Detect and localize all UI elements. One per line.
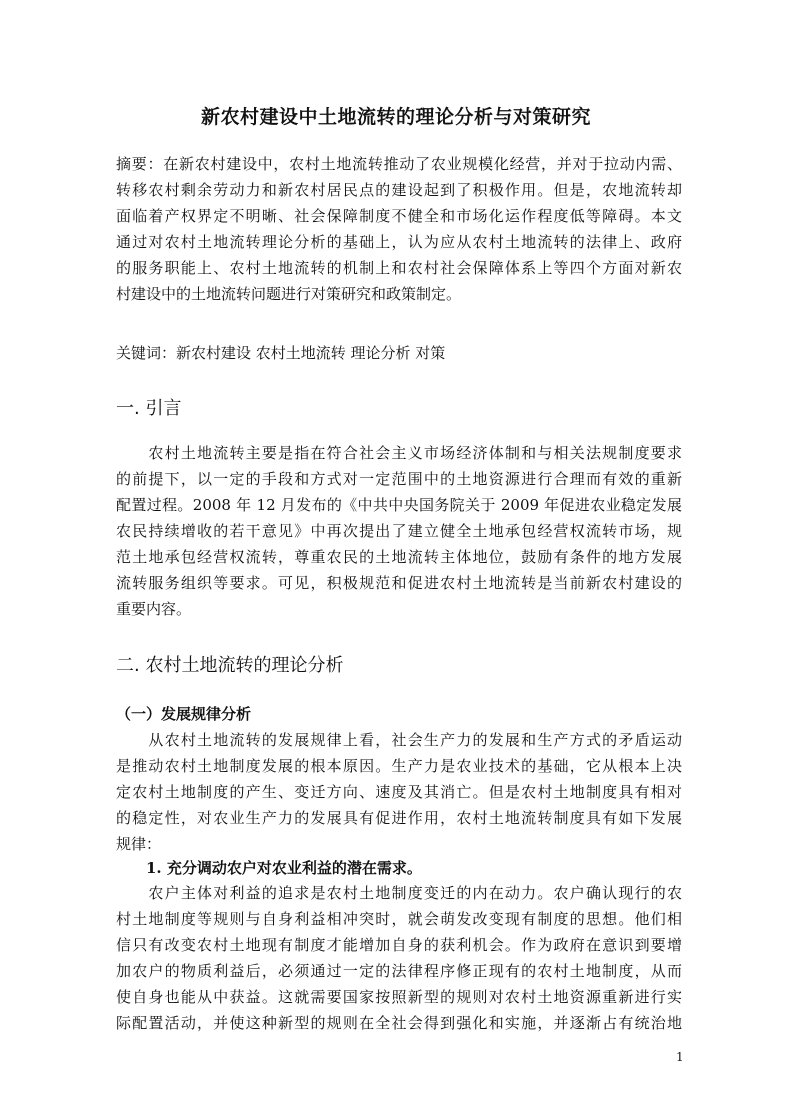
introduction-line: 的前提下，以一定的手段和方式对一定范围中的土地资源进行合理而有效的重新 bbox=[116, 470, 682, 488]
section-heading-introduction: 一. 引言 bbox=[116, 398, 182, 419]
introduction-line: 农民持续增收的若干意见》中再次提出了建立健全土地承包经营权流转市场，规 bbox=[116, 522, 682, 540]
point-paragraph bbox=[116, 880, 682, 1036]
point-line: 村土地制度等规则与自身利益相冲突时，就会萌发改变现有制度的思想。他们相 bbox=[116, 910, 682, 928]
point-line: 农户主体对利益的追求是农村土地制度变迁的内在动力。农户确认现行的农 bbox=[116, 884, 682, 902]
subsection-line: 从农村土地流转的发展规律上看，社会生产力的发展和生产方式的矛盾运动 bbox=[116, 731, 682, 749]
introduction-line: 配置过程。2008 年 12 月发布的《中共中央国务院关于 2009 年促进农业稳定发展 bbox=[116, 496, 682, 514]
abstract-line: 转移农村剩余劳动力和新农村居民点的建设起到了积极作用。但是，农地流转却 bbox=[116, 181, 682, 199]
subsection-line: 定农村土地制度的产生、变迁方向、速度及其消亡。但是农村土地制度具有相对 bbox=[116, 783, 682, 801]
subsection-heading: （一）发展规律分析 bbox=[116, 705, 252, 723]
keywords-text: 关键词：新农村建设 农村土地流转 理论分析 对策 bbox=[116, 344, 446, 362]
point-line: 信只有改变农村土地现有制度才能增加自身的获利机会。作为政府在意识到要增 bbox=[116, 936, 682, 954]
introduction-line: 农村土地流转主要是指在符合社会主义市场经济体制和与相关法规制度要求 bbox=[116, 444, 682, 462]
page-number: 1 bbox=[676, 1050, 684, 1064]
introduction-line: 重要内容。 bbox=[116, 600, 192, 618]
subsection-line: 是推动农村土地制度发展的根本原因。生产力是农业技术的基础，它从根本上决 bbox=[116, 757, 682, 775]
abstract-line: 面临着产权界定不明晰、社会保障制度不健全和市场化运作程度低等障碍。本文 bbox=[116, 207, 682, 225]
point-line: 加农户的物质利益后，必须通过一定的法律程序修正现有的农村土地制度，从而 bbox=[116, 962, 682, 980]
point-heading: 1. 充分调动农户对农业利益的潜在需求。 bbox=[146, 859, 422, 877]
introduction-line: 流转服务组织等要求。可见，积极规范和促进农村土地流转是当前新农村建设的 bbox=[116, 574, 682, 592]
keywords-line bbox=[116, 340, 682, 366]
abstract-paragraph bbox=[116, 151, 682, 307]
point-line: 际配置活动，并使这种新型的规则在全社会得到强化和实施，并逐渐占有统治地 bbox=[116, 1014, 682, 1032]
abstract-line: 摘要：在新农村建设中，农村土地流转推动了农业规模化经营，并对于拉动内需、 bbox=[116, 155, 682, 173]
abstract-line: 村建设中的土地流转问题进行对策研究和政策制定。 bbox=[116, 285, 462, 303]
subsection-line: 规律： bbox=[116, 835, 162, 853]
abstract-line: 通过对农村土地流转理论分析的基础上，认为应从农村土地流转的法律上、政府 bbox=[116, 233, 682, 251]
introduction-line: 范土地承包经营权流转，尊重农民的土地流转主体地位，鼓励有条件的地方发展 bbox=[116, 548, 682, 566]
subsection-paragraph bbox=[116, 727, 682, 857]
section-heading-theory: 二. 农村土地流转的理论分析 bbox=[116, 655, 344, 676]
abstract-line: 的服务职能上、农村土地流转的机制上和农村社会保障体系上等四个方面对新农 bbox=[116, 259, 682, 277]
point-line: 使自身也能从中获益。这就需要国家按照新型的规则对农村土地资源重新进行实 bbox=[116, 988, 682, 1006]
introduction-paragraph bbox=[116, 440, 682, 622]
subsection-line: 的稳定性，对农业生产力的发展具有促进作用，农村土地流转制度具有如下发展 bbox=[116, 809, 682, 827]
document-title: 新农村建设中土地流转的理论分析与对策研究 bbox=[200, 106, 591, 128]
